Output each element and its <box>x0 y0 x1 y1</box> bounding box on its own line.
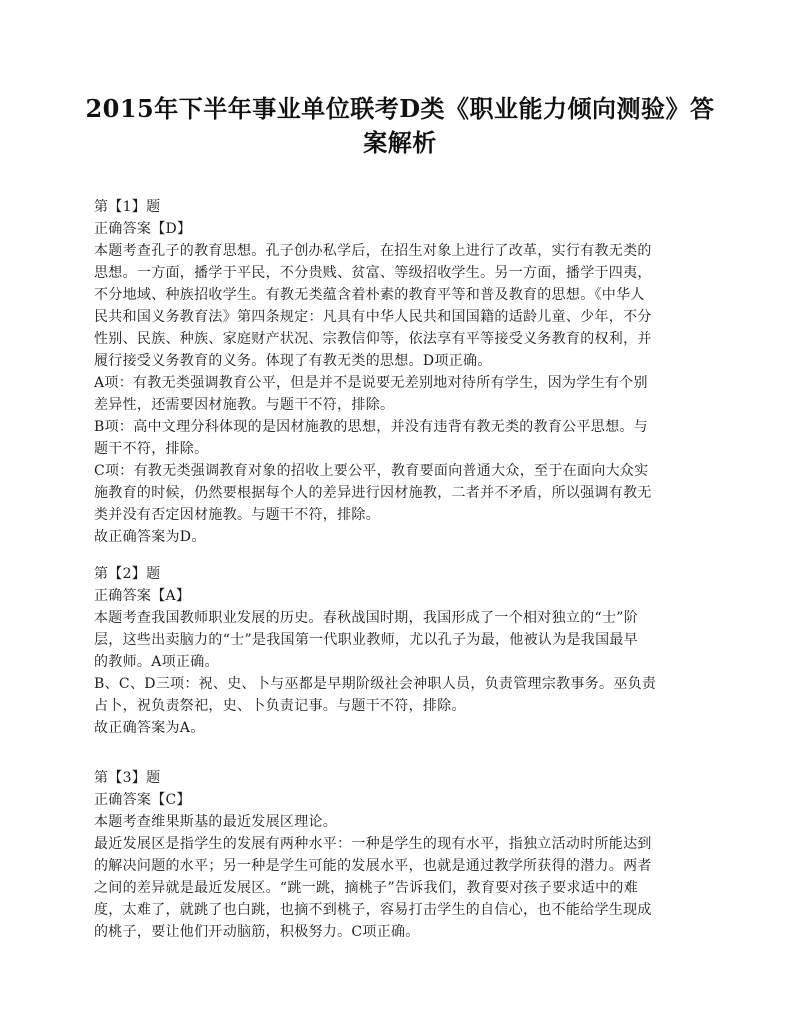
question-heading: 第【3】题 <box>94 770 161 786</box>
document-title <box>80 92 720 160</box>
explanation-line: 之间的差异就是最近发展区。“跳一跳，摘桃子”告诉我们，教育要对孩子要求适中的难 <box>94 880 639 896</box>
explanation-line: 层，这些出卖脑力的“士”是我国第一代职业教师，尤以孔子为最，他被认为是我国最早 <box>94 632 639 648</box>
question-1 <box>94 196 718 548</box>
explanation-line: 最近发展区是指学生的发展有两种水平：一种是学生的现有水平，指独立活动时所能达到 <box>94 836 652 852</box>
explanation-line: 本题考查孔子的教育思想。孔子创办私学后，在招生对象上进行了改革，实行有教无类的 <box>94 243 652 259</box>
explanation-line: 类并没有否定因材施教。与题干不符，排除。 <box>94 507 380 523</box>
question-3 <box>94 767 718 943</box>
question-2 <box>94 563 718 739</box>
explanation-line: 思想。一方面，播学于平民，不分贵贱、贫富、等级招收学生。另一方面，播学于四夷， <box>94 265 652 281</box>
explanation-line: 施教育的时候，仍然要根据每个人的差异进行因材施教，二者并不矛盾，所以强调有教无 <box>94 485 652 501</box>
question-heading: 第【2】题 <box>94 566 161 582</box>
explanation-line: 的解决问题的水平；另一种是学生可能的发展水平，也就是通过教学所获得的潜力。两者 <box>94 858 652 874</box>
correct-answer: 正确答案【A】 <box>94 588 191 604</box>
explanation-line: C项：有教无类强调教育对象的招收上要公平，教育要面向普通大众，至于在面向大众实 <box>94 463 649 479</box>
explanation-line: 不分地域、种族招收学生。有教无类蕴含着朴素的教育平等和普及教育的思想。《中华人 <box>94 287 645 303</box>
explanation-line: 差异性，还需要因材施教。与题干不符，排除。 <box>94 397 395 413</box>
explanation-line: 占卜，祝负责祭祀，史、卜负责记事。与题干不符，排除。 <box>94 698 466 714</box>
explanation-line: 性别、民族、种族、家庭财产状况、宗教信仰等，依法享有平等接受义务教育的权利，并 <box>94 331 652 347</box>
explanation-line: A项：有教无类强调教育公平，但是并不是说要无差别地对待所有学生，因为学生有个别 <box>94 375 648 391</box>
explanation-line: B、C、D三项：祝、史、卜与巫都是早期阶级社会神职人员，负责管理宗教事务。巫负责 <box>94 676 657 692</box>
correct-answer: 正确答案【D】 <box>94 221 192 237</box>
explanation-conclusion: 故正确答案为A。 <box>94 720 205 736</box>
explanation-line: 度，太难了，就跳了也白跳，也摘不到桃子，容易打击学生的自信心，也不能给学生现成 <box>94 902 652 918</box>
explanation-conclusion: 故正确答案为D。 <box>94 529 206 545</box>
explanation-line: 本题考查维果斯基的最近发展区理论。 <box>94 814 338 830</box>
explanation-line: 的桃子，要让他们开动脑筋，积极努力。C项正确。 <box>94 924 420 940</box>
explanation-line: 的教师。A项正确。 <box>94 654 219 670</box>
document-title-line-2: 案解析 <box>363 128 437 157</box>
explanation-line: 民共和国义务教育法》第四条规定：凡具有中华人民共和国国籍的适龄儿童、少年，不分 <box>94 309 652 325</box>
explanation-line: 履行接受义务教育的义务。体现了有教无类的思想。D项正确。 <box>94 353 492 369</box>
document-title-line-1: 2015年下半年事业单位联考D类《职业能力倾向测验》答 <box>85 94 715 123</box>
explanation-line: 本题考查我国教师职业发展的历史。春秋战国时期，我国形成了一个相对独立的“士”阶 <box>94 610 639 626</box>
question-heading: 第【1】题 <box>94 199 161 215</box>
correct-answer: 正确答案【C】 <box>94 792 191 808</box>
explanation-line: 题干不符，排除。 <box>94 441 209 457</box>
explanation-line: B项：高中文理分科体现的是因材施教的思想，并没有违背有教无类的教育公平思想。与 <box>94 419 648 435</box>
